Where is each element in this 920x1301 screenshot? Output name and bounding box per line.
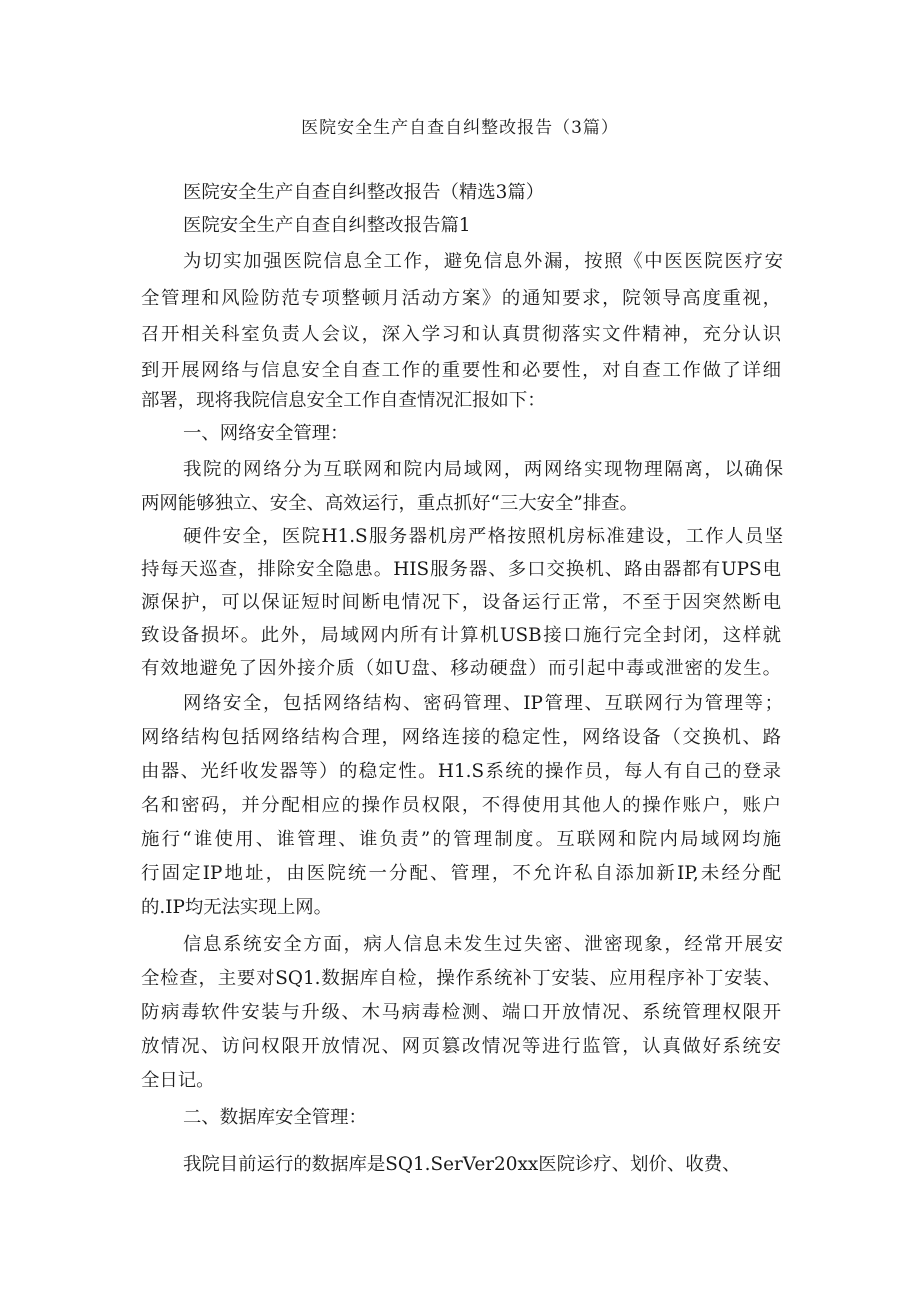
heading-database-security: 二、数据库安全管理： <box>183 1107 367 1128</box>
text-line: 防病毒软件安装与升级、木马病毒检测、端口开放情况、系统管理权限开 <box>141 1002 781 1023</box>
text-line: 全日记。 <box>141 1070 215 1091</box>
text-line: 致设备损坏。此外，局域网内所有计算机USB接口施行完全封闭，这样就 <box>141 625 781 646</box>
text-line: 网络结构包括网络结构合理，网络连接的稳定性，网络设备（交换机、路 <box>141 727 781 748</box>
text-line: 全检查，主要对SQ1.数据库自检，操作系统补丁安装、应用程序补丁安装、 <box>141 968 781 989</box>
text-line: 的.IP均无法实现上网。 <box>141 897 333 918</box>
text-line: 有效地避免了因外接介质（如U盘、移动硬盘）而引起中毒或泄密的发生。 <box>141 658 781 679</box>
text-line: 信息系统安全方面，病人信息未发生过失密、泄密现象，经常开展安 <box>183 934 783 955</box>
text-line: 召开相关科室负责人会议，深入学习和认真贯彻落实文件精神，充分认识 <box>141 324 781 345</box>
document-subtitle: 医院安全生产自查自纠整改报告（精选3篇） <box>183 182 545 203</box>
text-line: 为切实加强医院信息全工作，避免信息外漏，按照《中医医院医疗安 <box>183 251 783 272</box>
text-line: 硬件安全，医院H1.S服务器机房严格按照机房标准建设，工作人员坚 <box>183 526 783 547</box>
document-title: 医院安全生产自查自纠整改报告（3篇） <box>301 118 619 138</box>
text-line: 两网能够独立、安全、高效运行，重点抓好“三大安全”排查。 <box>141 493 638 514</box>
section-heading: 医院安全生产自查自纠整改报告篇1 <box>183 215 471 236</box>
text-line: 持每天巡查，排除安全隐患。HIS服务器、多口交换机、路由器都有UPS电 <box>141 559 781 580</box>
text-line: 到开展网络与信息安全自查工作的重要性和必要性，对自查工作做了详细 <box>141 360 781 381</box>
text-line: 由器、光纤收发器等）的稳定性。H1.S系统的操作员，每人有自己的登录 <box>141 761 781 782</box>
text-line: 网络安全，包括网络结构、密码管理、IP管理、互联网行为管理等； <box>183 693 783 714</box>
text-line: 施行“谁使用、谁管理、谁负责”的管理制度。互联网和院内局域网均施 <box>141 829 781 850</box>
text-line: 全管理和风险防范专项整顿月活动方案》的通知要求，院领导高度重视， <box>141 288 781 309</box>
heading-network-security: 一、网络安全管理： <box>183 423 349 444</box>
text-line: 名和密码，并分配相应的操作员权限，不得使用其他人的操作账户，账户 <box>141 795 781 816</box>
text-line: 源保护，可以保证短时间断电情况下，设备运行正常，不至于因突然断电 <box>141 592 781 613</box>
text-line: 行固定IP地址，由医院统一分配、管理，不允许私自添加新IP,未经分配 <box>141 863 781 884</box>
paragraph-database-intro: 我院目前运行的数据库是SQ1.SerVer20xx医院诊疗、划价、收费、 <box>183 1154 741 1175</box>
text-line: 我院的网络分为互联网和院内局域网，两网络实现物理隔离，以确保 <box>183 459 783 480</box>
text-line: 部署，现将我院信息安全工作自查情况汇报如下： <box>141 390 546 411</box>
text-line: 放情况、访问权限开放情况、网页篡改情况等进行监管，认真做好系统安 <box>141 1036 781 1057</box>
